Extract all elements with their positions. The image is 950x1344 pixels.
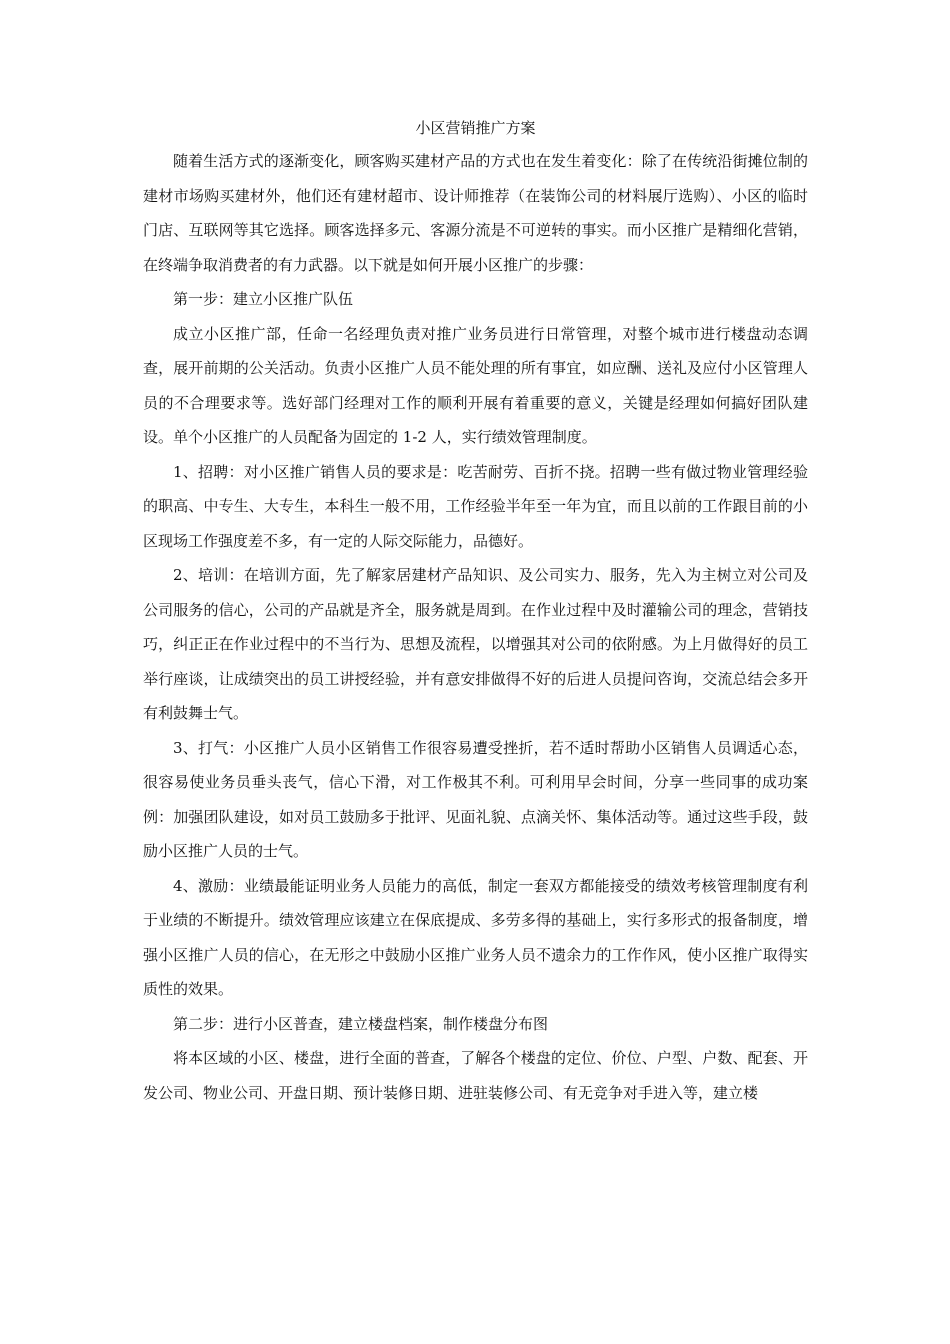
item-incentive: 4、激励：业绩最能证明业务人员能力的高低，制定一套双方都能接受的绩效考核管理制度有利于业绩的不断提升。绩效管理应该建立在保底提成、多劳多得的基础上，实行多形式的报备制度，增强小区推广人员的信心，在无形之中鼓励小区推广业务人员不遗余力的工作作风，使小区推广取得实质性的效果。: [143, 876, 808, 998]
step2-heading: 第二步：进行小区普查，建立楼盘档案，制作楼盘分布图: [173, 1014, 549, 1033]
item-training: 2、培训：在培训方面，先了解家居建材产品知识、及公司实力、服务，先入为主树立对公司及公司服务的信心，公司的产品就是齐全，服务就是周到。在作业过程中及时灌输公司的理念，营销技巧，纠正正在作业过程中的不当行为、思想及流程，以增强其对公司的依附感。为上月做得好的员工举行座谈，让成绩突出的员工讲授经验，并有意安排做得不好的后进人员提问咨询，交流总结会多开有利鼓舞士气。: [143, 566, 808, 722]
step2-paragraph: 将本区域的小区、楼盘，进行全面的普查，了解各个楼盘的定位、价位、户型、户数、配套、开发公司、物业公司、开盘日期、预计装修日期、进驻装修公司、有无竞争对手进入等，建立楼: [143, 1049, 808, 1102]
step1-heading: 第一步：建立小区推广队伍: [173, 290, 354, 308]
step1-paragraph: 成立小区推广部，任命一名经理负责对推广业务员进行日常管理，对整个城市进行楼盘动态调查，展开前期的公关活动。负责小区推广人员不能处理的所有事宜，如应酬、送礼及应付小区管理人员的不合理要求等。选好部门经理对工作的顺利开展有着重要的意义，关键是经理如何搞好团队建设。单个小区推广的人员配备为固定的 1-2 人，实行绩效管理制度。: [143, 324, 808, 446]
document-title: 小区营销推广方案: [415, 119, 536, 137]
item-encourage: 3、打气：小区推广人员小区销售工作很容易遭受挫折，若不适时帮助小区销售人员调适心态，很容易使业务员垂头丧气，信心下滑，对工作极其不利。可利用早会时间，分享一些同事的成功案例：加强团队建设，如对员工鼓励多于批评、见面礼貌、点滴关怀、集体活动等。通过这些手段，鼓励小区推广人员的士气。: [143, 738, 808, 860]
intro-paragraph: 随着生活方式的逐渐变化，顾客购买建材产品的方式也在发生着变化：除了在传统沿街摊位制的建材市场购买建材外，他们还有建材超市、设计师推荐（在装饰公司的材料展厅选购）、小区的临时门店、互联网等其它选择。顾客选择多元、客源分流是不可逆转的事实。而小区推广是精细化营销，在终端争取消费者的有力武器。以下就是如何开展小区推广的步骤：: [143, 152, 808, 274]
item-recruit: 1、招聘：对小区推广销售人员的要求是：吃苦耐劳、百折不挠。招聘一些有做过物业管理经验的职高、中专生、大专生，本科生一般不用，工作经验半年至一年为宜，而且以前的工作跟目前的小区现场工作强度差不多，有一定的人际交际能力，品德好。: [143, 462, 808, 550]
document-page: [143, 112, 808, 1110]
